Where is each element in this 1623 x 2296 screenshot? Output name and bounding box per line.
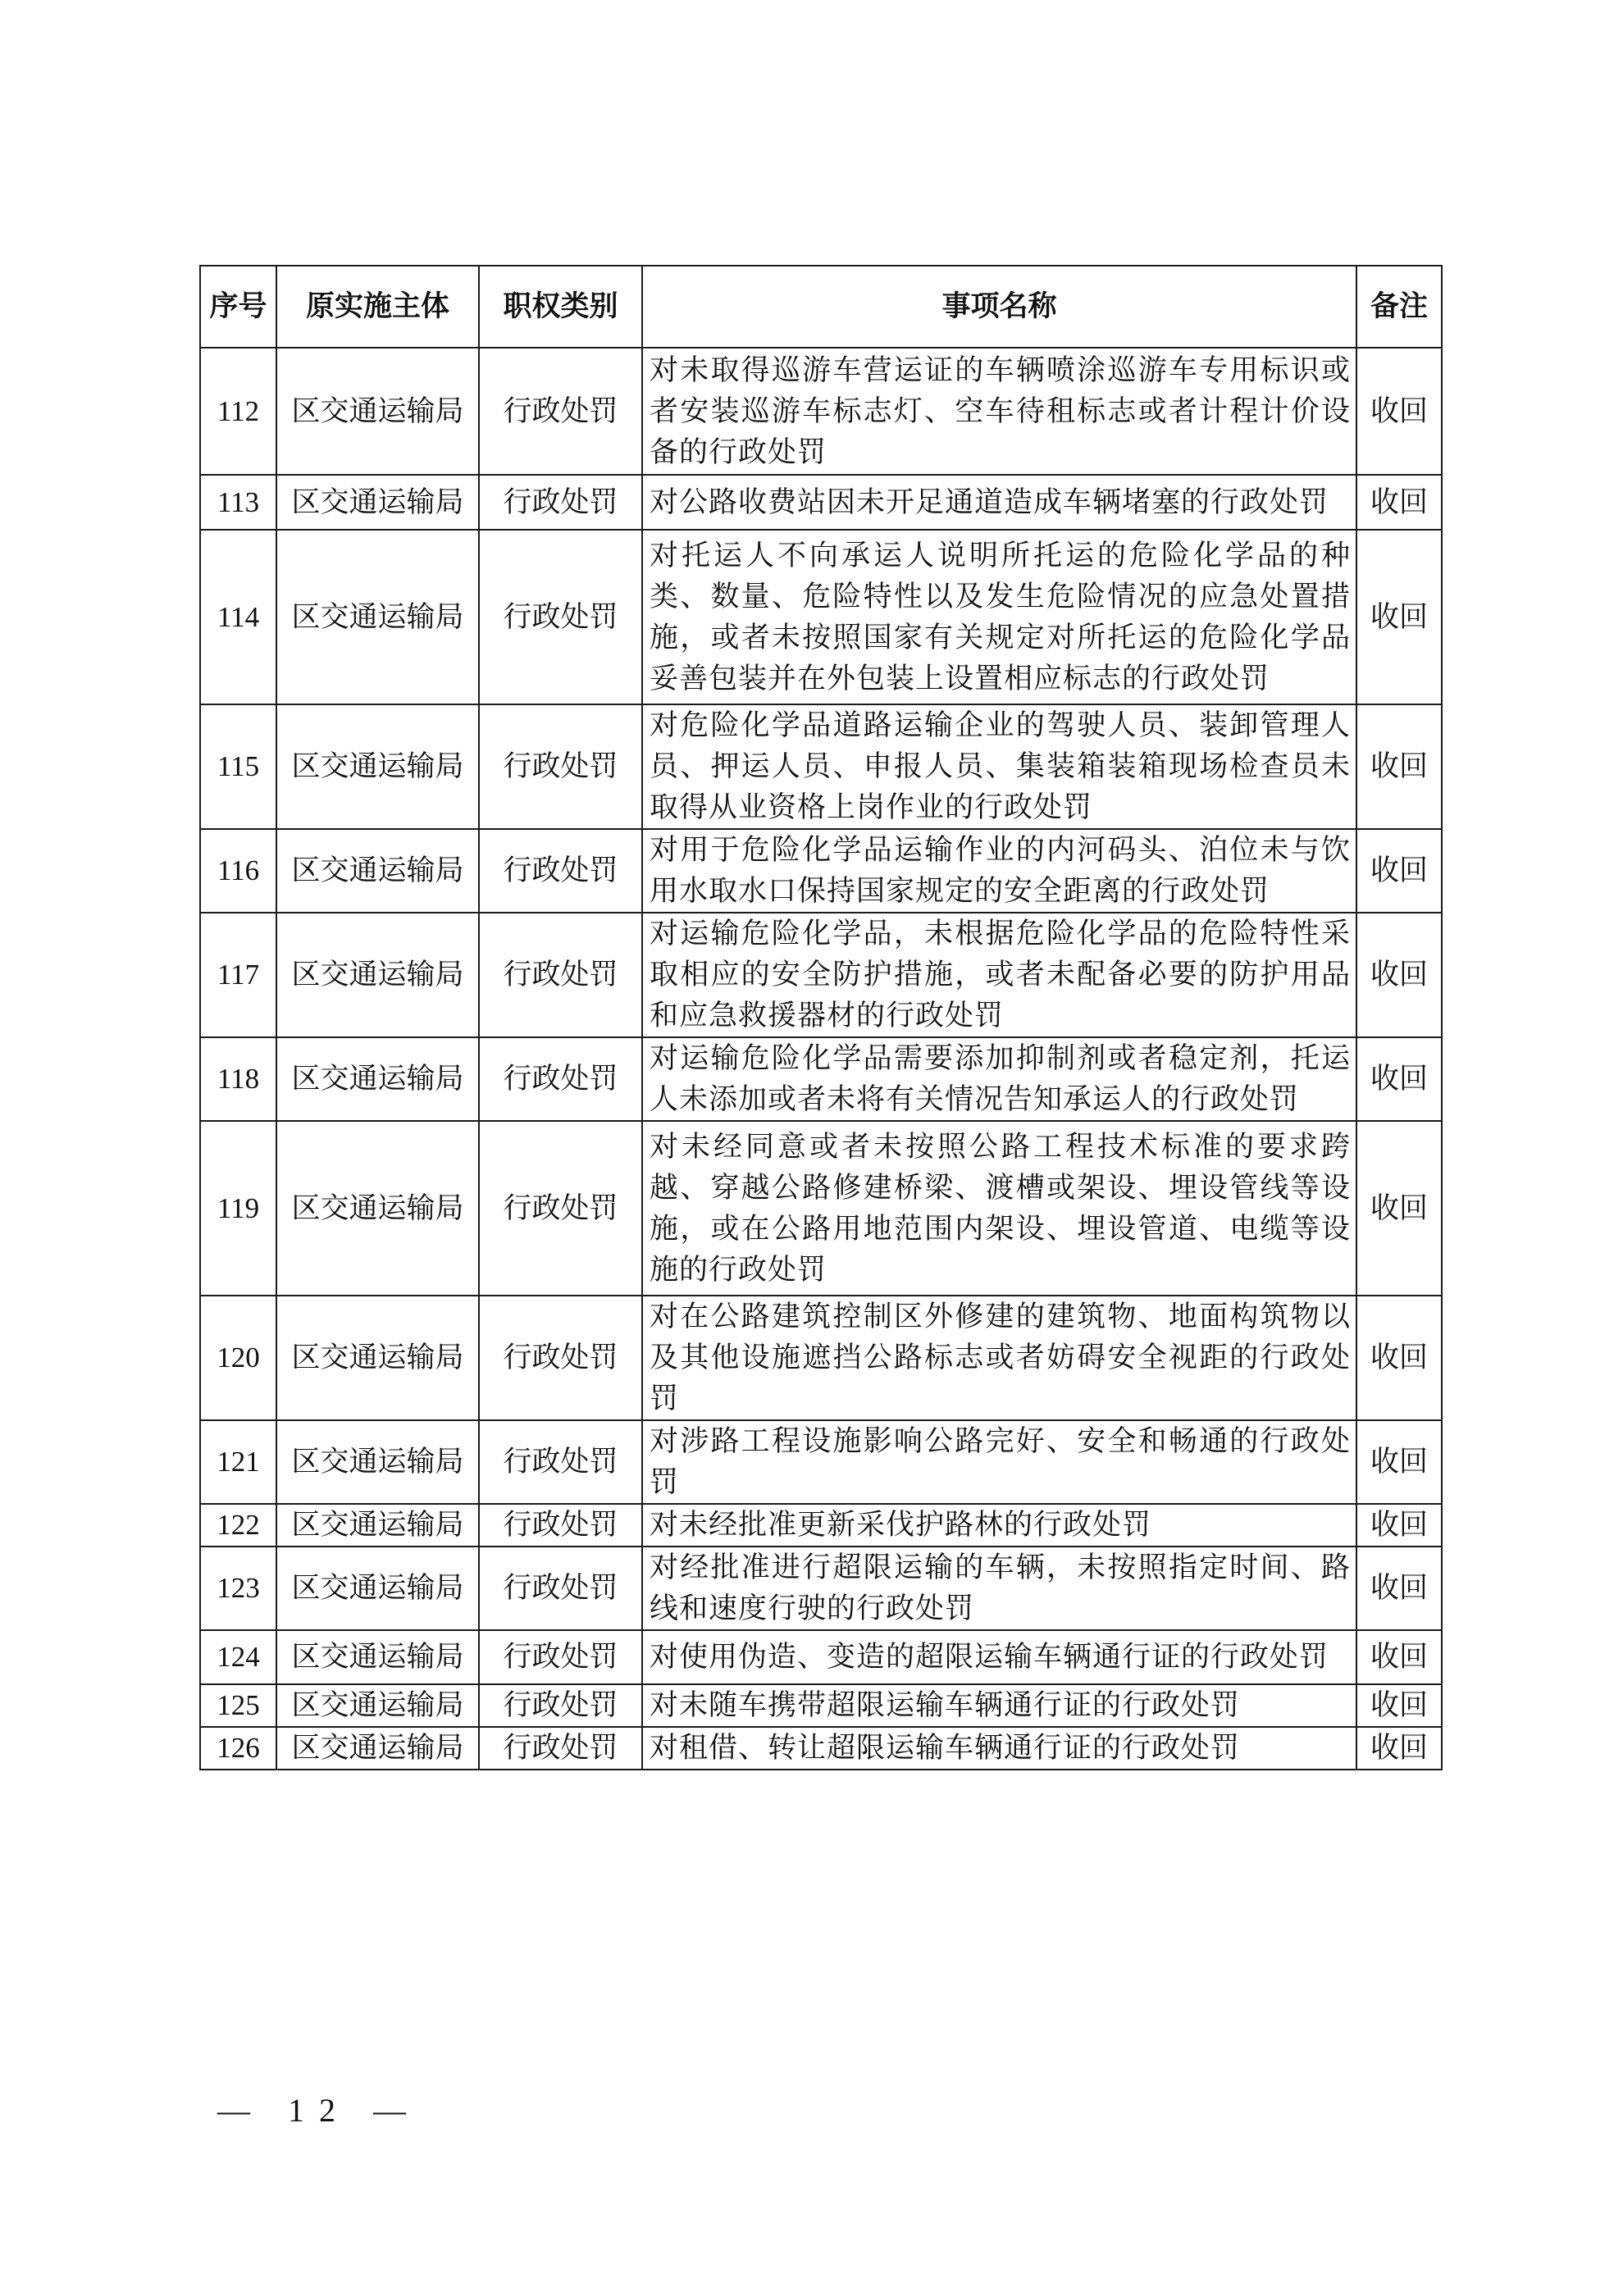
item-name-cell: 对涉路工程设施影响公路完好、安全和畅通的行政处罚 (642, 1420, 1356, 1504)
table-row (200, 1547, 1442, 1630)
item-name-cell: 对用于危险化学品运输作业的内河码头、泊位未与饮用水取水口保持国家规定的安全距离的行政处罚 (642, 829, 1356, 913)
item-name-cell: 对租借、转让超限运输车辆通行证的行政处罚 (642, 1727, 1356, 1770)
serial-no-cell: 118 (200, 1037, 276, 1121)
original-body-cell: 区交通运输局 (276, 1727, 479, 1770)
original-body-cell: 区交通运输局 (276, 1504, 479, 1547)
remark-cell: 收回 (1356, 1504, 1442, 1547)
item-name-cell: 对未经同意或者未按照公路工程技术标准的要求跨越、穿越公路修建桥梁、渡槽或架设、埋设管线等设施，或在公路用地范围内架设、埋设管道、电缆等设施的行政处罚 (642, 1121, 1356, 1296)
table-body (200, 348, 1442, 1770)
remark-cell: 收回 (1356, 1037, 1442, 1121)
remark-cell: 收回 (1356, 530, 1442, 704)
serial-no-cell: 121 (200, 1420, 276, 1504)
original-body-cell: 区交通运输局 (276, 829, 479, 913)
power-category-cell: 行政处罚 (479, 348, 642, 475)
table-row (200, 829, 1442, 913)
remark-cell: 收回 (1356, 1547, 1442, 1630)
header-remark: 备注 (1356, 266, 1442, 348)
serial-no-cell: 122 (200, 1504, 276, 1547)
original-body-cell: 区交通运输局 (276, 1630, 479, 1684)
serial-no-cell: 112 (200, 348, 276, 475)
serial-no-cell: 120 (200, 1296, 276, 1420)
power-category-cell: 行政处罚 (479, 1630, 642, 1684)
power-category-cell: 行政处罚 (479, 913, 642, 1037)
original-body-cell: 区交通运输局 (276, 704, 479, 829)
serial-no-cell: 114 (200, 530, 276, 704)
serial-no-cell: 123 (200, 1547, 276, 1630)
item-name-cell: 对运输危险化学品需要添加抑制剂或者稳定剂，托运人未添加或者未将有关情况告知承运人的行政处罚 (642, 1037, 1356, 1121)
power-category-cell: 行政处罚 (479, 1037, 642, 1121)
table-row (200, 1420, 1442, 1504)
header-serial-no: 序号 (200, 266, 276, 348)
power-category-cell: 行政处罚 (479, 475, 642, 530)
table-row (200, 704, 1442, 829)
item-name-cell: 对使用伪造、变造的超限运输车辆通行证的行政处罚 (642, 1630, 1356, 1684)
remark-cell: 收回 (1356, 1684, 1442, 1727)
remark-cell: 收回 (1356, 1296, 1442, 1420)
remark-cell: 收回 (1356, 704, 1442, 829)
table-row (200, 530, 1442, 704)
original-body-cell: 区交通运输局 (276, 475, 479, 530)
power-category-cell: 行政处罚 (479, 829, 642, 913)
serial-no-cell: 116 (200, 829, 276, 913)
original-body-cell: 区交通运输局 (276, 1547, 479, 1630)
serial-no-cell: 117 (200, 913, 276, 1037)
serial-no-cell: 115 (200, 704, 276, 829)
power-category-cell: 行政处罚 (479, 1420, 642, 1504)
table-row (200, 913, 1442, 1037)
power-category-cell: 行政处罚 (479, 1547, 642, 1630)
header-original-body: 原实施主体 (276, 266, 479, 348)
original-body-cell: 区交通运输局 (276, 1420, 479, 1504)
header-item-name: 事项名称 (642, 266, 1356, 348)
page-number: — 12 — (217, 2092, 421, 2129)
remark-cell: 收回 (1356, 913, 1442, 1037)
original-body-cell: 区交通运输局 (276, 1037, 479, 1121)
item-name-cell: 对未经批准更新采伐护路林的行政处罚 (642, 1504, 1356, 1547)
table-row (200, 1630, 1442, 1684)
power-category-cell: 行政处罚 (479, 530, 642, 704)
item-name-cell: 对在公路建筑控制区外修建的建筑物、地面构筑物以及其他设施遮挡公路标志或者妨碍安全视距的行政处罚 (642, 1296, 1356, 1420)
table-row (200, 1684, 1442, 1727)
power-category-cell: 行政处罚 (479, 1684, 642, 1727)
serial-no-cell: 124 (200, 1630, 276, 1684)
original-body-cell: 区交通运输局 (276, 1296, 479, 1420)
original-body-cell: 区交通运输局 (276, 1684, 479, 1727)
table-row (200, 1504, 1442, 1547)
item-name-cell: 对危险化学品道路运输企业的驾驶人员、装卸管理人员、押运人员、申报人员、集装箱装箱现场检查员未取得从业资格上岗作业的行政处罚 (642, 704, 1356, 829)
remark-cell: 收回 (1356, 829, 1442, 913)
serial-no-cell: 113 (200, 475, 276, 530)
power-category-cell: 行政处罚 (479, 1504, 642, 1547)
table-row (200, 1727, 1442, 1770)
table-header-row (200, 266, 1442, 348)
table-row (200, 1121, 1442, 1296)
original-body-cell: 区交通运输局 (276, 913, 479, 1037)
power-category-cell: 行政处罚 (479, 1296, 642, 1420)
remark-cell: 收回 (1356, 1630, 1442, 1684)
serial-no-cell: 126 (200, 1727, 276, 1770)
power-category-cell: 行政处罚 (479, 1727, 642, 1770)
item-name-cell: 对托运人不向承运人说明所托运的危险化学品的种类、数量、危险特性以及发生危险情况的应急处置措施，或者未按照国家有关规定对所托运的危险化学品妥善包装并在外包装上设置相应标志的行政处罚 (642, 530, 1356, 704)
remark-cell: 收回 (1356, 1121, 1442, 1296)
original-body-cell: 区交通运输局 (276, 348, 479, 475)
original-body-cell: 区交通运输局 (276, 530, 479, 704)
remark-cell: 收回 (1356, 1420, 1442, 1504)
table-row (200, 348, 1442, 475)
item-name-cell: 对经批准进行超限运输的车辆，未按照指定时间、路线和速度行驶的行政处罚 (642, 1547, 1356, 1630)
power-category-cell: 行政处罚 (479, 1121, 642, 1296)
remark-cell: 收回 (1356, 348, 1442, 475)
item-name-cell: 对未随车携带超限运输车辆通行证的行政处罚 (642, 1684, 1356, 1727)
table-row (200, 475, 1442, 530)
item-name-cell: 对公路收费站因未开足通道造成车辆堵塞的行政处罚 (642, 475, 1356, 530)
header-power-category: 职权类别 (479, 266, 642, 348)
serial-no-cell: 125 (200, 1684, 276, 1727)
table-row (200, 1037, 1442, 1121)
serial-no-cell: 119 (200, 1121, 276, 1296)
original-body-cell: 区交通运输局 (276, 1121, 479, 1296)
item-name-cell: 对运输危险化学品，未根据危险化学品的危险特性采取相应的安全防护措施，或者未配备必要的防护用品和应急救援器材的行政处罚 (642, 913, 1356, 1037)
remark-cell: 收回 (1356, 475, 1442, 530)
item-name-cell: 对未取得巡游车营运证的车辆喷涂巡游车专用标识或者安装巡游车标志灯、空车待租标志或者计程计价设备的行政处罚 (642, 348, 1356, 475)
power-category-cell: 行政处罚 (479, 704, 642, 829)
remark-cell: 收回 (1356, 1727, 1442, 1770)
matters-table (199, 265, 1443, 1770)
table-row (200, 1296, 1442, 1420)
